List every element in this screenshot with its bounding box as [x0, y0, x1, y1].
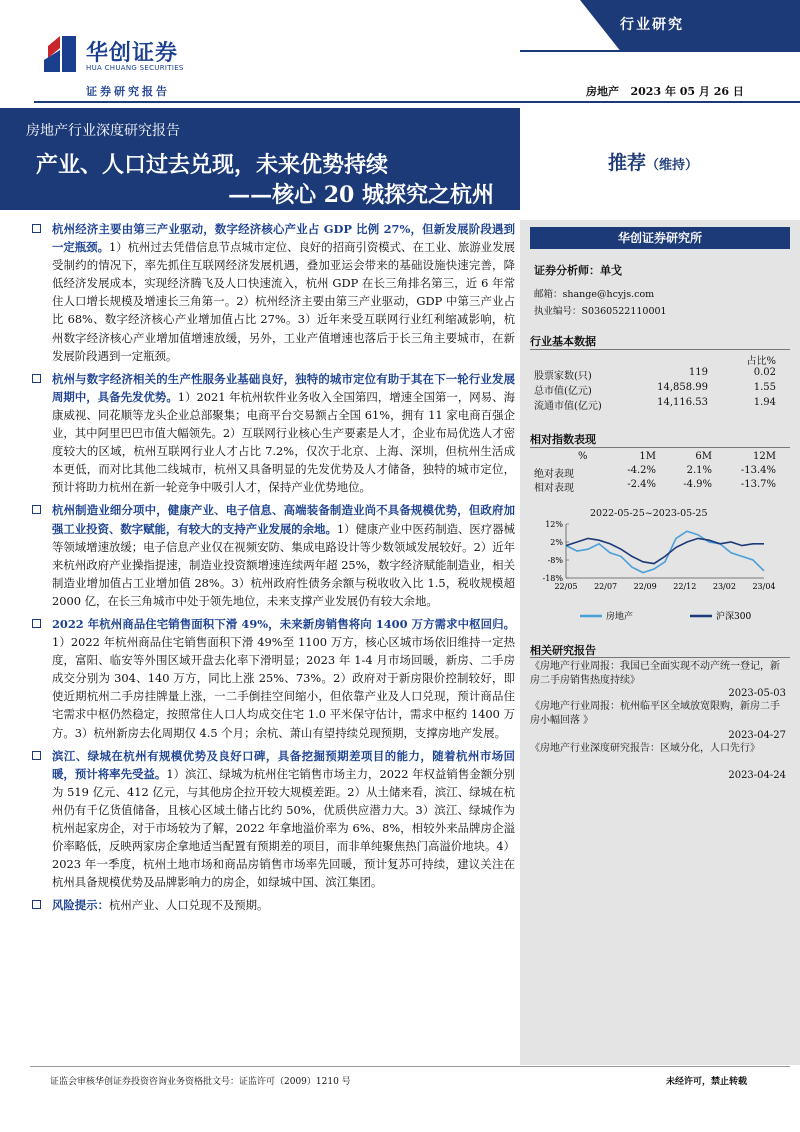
logo-mark-icon — [42, 34, 80, 74]
report-category: 房地产行业深度研究报告 — [26, 123, 180, 139]
summary-point-text: 1）2021 年杭州软件业务收入全国第四，增速全国第一，网易、海康威视、同花顺等龙头企业总部聚集；电商平台交易额占全国 61%，拥有 11 家电商百强企业，其中阿里巴巴市值大幅领先。2）互联网行业核心生产要素是人才，企业布局优选人才密度较大的区域，杭州互联网行业人才占比 7.2%，仅次于北京、上海、深圳，但杭州生活成本更低，而对比其他二线城市，杭州又具备明显的先发优势及人才储备，独特的城市定位，预计将助力杭州在新一轮竞争中吸引人才，保持产业优势地位。 — [52, 389, 515, 495]
report-subtitle: ——核心 20 城探究之杭州 — [228, 182, 494, 208]
basic-row-pct: 0.02 — [753, 367, 776, 378]
summary-point-bold: 杭州经济主要由第三产业驱动，数字经济核心产业占 GDP 比例 27%，但新发展阶段遇到一定瓶颈。 — [52, 222, 515, 255]
basic-row-value: 119 — [688, 367, 708, 378]
y-tick-label: -18% — [542, 574, 563, 583]
perf-row-6m: -4.9% — [683, 479, 712, 490]
checkbox-bullet-icon — [32, 505, 41, 514]
series-line-0 — [566, 531, 764, 572]
perf-row-6m: 2.1% — [686, 465, 712, 476]
y-tick-label: 2% — [550, 538, 563, 547]
summary-point-bold: 滨江、绿城在杭州有规模优势及良好口碑，具备挖掘预期差项目的能力，随着杭州市场回暖，预计将率先受益。 — [52, 748, 515, 781]
summary-point-text: 杭州产业、人口兑现不及预期。 — [108, 898, 269, 913]
summary-point — [30, 220, 515, 365]
y-tick-label: -8% — [547, 556, 563, 565]
perf-header: 12M — [753, 451, 776, 462]
header-date: 2023 年 05 月 26 日 — [630, 85, 744, 98]
basic-data-rule — [530, 349, 790, 350]
legend-label: 房地产 — [606, 612, 634, 622]
report-title: 产业、人口过去兑现，未来优势持续 — [36, 152, 389, 178]
summary-point-text: 1）2022 年杭州商品住宅销售面积下滑 49%至 1100 万方，核心区城市场依旧维持一定热度，富阳、临安等外围区域开盘去化率下滑明显；2023 年 1-4 月市场回暖，新房、二手房成交分别为 304、140 万方，同比上涨 25%、73%。2）政府对于新房限价控制较好，即使近期杭州二手房挂牌量上涨，一二手倒挂空间缩小，但依靠产业及人口兑现，预计商品住宅需求中枢仍然稳定，按照常住人口人均成交住宅 1.0 平米保守估计，需求中枢约 1400 万方。3）杭州新房去化周期仅 4.5 个月；余杭、萧山有望持续兑现预期，支撑房地产发展。 — [52, 635, 515, 740]
legend-label: 沪深300 — [716, 612, 752, 622]
analyst-name: 单戈 — [600, 264, 622, 277]
header-tab-bg — [580, 0, 800, 50]
checkbox-bullet-icon — [32, 374, 41, 383]
summary-point — [30, 501, 515, 610]
perf-row-12m: -13.4% — [740, 465, 776, 476]
summary-point-text: 1）滨江、绿城为杭州住宅销售市场主力，2022 年权益销售金额分别为 519 亿元、412 亿元，与其他房企拉开较大规模差距。2）从土储来看，滨江、绿城在杭州仍有千亿货值储备，且核心区域土储占比约 50%，优质供应潜力大。3）滨江、绿城作为杭州起家房企，对于市场较为了解，2022 年拿地溢价率为 6%、8%，相较外来品牌房企溢价率略低，反映两家房企拿地适当配置有预期差的项目，而非单纯聚焦热门高溢价地块。4）2023 年一季度，杭州土地市场和商品房销售市场率先回暖，预计复苏可持续，建议关注在杭州具备规模优势及品牌影响力的房企，如绿城中国、滨江集团。 — [52, 766, 515, 890]
rating — [608, 148, 698, 175]
analyst-email — [534, 286, 654, 300]
related-title: 相关研究报告 — [530, 644, 596, 657]
perf-row-name: 绝对表现 — [534, 469, 574, 480]
perf-row-name: 相对表现 — [534, 483, 574, 494]
x-tick-label: 22/09 — [633, 582, 657, 591]
email-value[interactable]: shange@hcyjs.com — [562, 289, 655, 300]
rating-main: 推荐 — [608, 152, 647, 174]
y-tick-label: 12% — [545, 520, 563, 529]
checkbox-bullet-icon — [32, 900, 41, 909]
footer-divider — [30, 1066, 790, 1067]
checkbox-bullet-icon — [32, 751, 41, 760]
summary-body — [30, 220, 515, 919]
perf-header: % — [578, 451, 588, 462]
chart-title: 2022-05-25~2023-05-25 — [590, 508, 708, 519]
summary-point-bold: 2022 年杭州商品住宅销售面积下滑 49%，未来新房销售将向 1400 万方需求中枢回归。 — [52, 616, 515, 631]
basic-row-pct: 1.55 — [753, 382, 776, 393]
analyst-license — [534, 303, 667, 317]
header-sector-date — [586, 83, 744, 99]
related-report-title[interactable]: 《房地产行业周报：杭州临平区全域放宽限购，新房二手房小幅回落 》 — [530, 701, 780, 726]
analyst-label: 证券分析师： — [534, 264, 600, 277]
x-tick-label: 23/04 — [752, 582, 776, 591]
summary-point — [30, 747, 515, 892]
x-tick-label: 22/05 — [554, 582, 578, 591]
summary-point-bold: 杭州制造业细分项中，健康产业、电子信息、高端装备制造业尚不具备规模优势，但政府加强工业投资、数字赋能，有较大的支持产业发展的余地。 — [52, 503, 515, 536]
summary-point — [30, 370, 515, 497]
perf-header: 1M — [639, 451, 656, 462]
logo-text-cn: 华创证券 — [86, 41, 179, 66]
basic-row-name: 股票家数(只) — [534, 371, 592, 382]
summary-point — [30, 896, 515, 914]
checkbox-bullet-icon — [32, 619, 41, 628]
performance-chart — [530, 502, 790, 632]
related-report-date: 2023-04-24 — [728, 770, 786, 781]
related-rule — [530, 657, 790, 658]
perf-row-1m: -4.2% — [627, 465, 656, 476]
summary-point-bold: 杭州与数字经济相关的生产性服务业基础良好，独特的城市定位有助于其在下一轮行业发展周期中，具备先发优势。 — [52, 371, 515, 404]
performance-rule — [530, 447, 790, 448]
related-report-title[interactable]: 《房地产行业周报：我国已全面实现不动产统一登记，新房二手房销售热度持续》 — [530, 661, 780, 686]
footer-license: 证监会审核华创证券投资咨询业务资格批文号：证监许可（2009）1210 号 — [50, 1077, 351, 1087]
header-tab-label: 行业研究 — [620, 17, 684, 33]
related-report-date: 2023-04-27 — [728, 730, 786, 741]
x-tick-label: 23/02 — [712, 582, 736, 591]
email-label: 邮箱： — [534, 289, 563, 300]
perf-header: 6M — [695, 451, 712, 462]
report-type: 证券研究报告 — [86, 85, 170, 98]
related-report-title[interactable]: 《房地产行业深度研究报告：区域分化，人口先行》 — [530, 743, 760, 754]
title-banner — [0, 108, 520, 210]
license-label: 执业编号： — [534, 306, 582, 317]
basic-row-name: 流通市值(亿元) — [534, 401, 602, 412]
header-sector: 房地产 — [586, 85, 619, 98]
rating-note: （维持） — [646, 158, 699, 173]
summary-point-bold: 风险提示： — [52, 898, 109, 913]
summary-point — [30, 615, 515, 742]
basic-data-header: 占比% — [746, 356, 776, 367]
company-logo — [42, 34, 202, 84]
top-divider — [520, 50, 800, 52]
basic-row-pct: 1.94 — [753, 397, 776, 408]
basic-row-value: 14,116.53 — [657, 397, 708, 408]
institute-bar: 华创证券研究所 — [530, 227, 790, 249]
footer-copyright: 未经许可，禁止转载 — [666, 1077, 748, 1087]
x-tick-label: 22/07 — [594, 582, 618, 591]
analyst — [534, 262, 622, 278]
summary-point-text: 1）健康产业中医药制造、医疗器械等领域增速放缓；电子信息产业仅在视频安防、集成电路设计等少数领域发展较好。2）近年来杭州政府产业操指提速，制造业投资额增速连续两年超 25%，数字经济赋能制造业，相关制造业增加值占工业增加值 28%。3）杭州政府性债务余额与税收收入比 1.5，税收规模超 2000 亿，在长三角城市中处于领先地位，未来支撑产业发展仍有较大余地。 — [52, 521, 515, 608]
license-value: S0360522110001 — [581, 306, 667, 317]
checkbox-bullet-icon — [32, 224, 41, 233]
related-report-date: 2023-05-03 — [728, 688, 786, 699]
header-divider — [34, 101, 800, 103]
perf-row-1m: -2.4% — [627, 479, 656, 490]
basic-data-title: 行业基本数据 — [530, 335, 596, 348]
basic-row-name: 总市值(亿元) — [534, 386, 592, 397]
logo-text-en: HUA CHUANG SECURITIES — [86, 64, 184, 72]
series-line-1 — [566, 538, 764, 563]
basic-row-value: 14,858.99 — [657, 382, 708, 393]
x-tick-label: 22/12 — [673, 582, 697, 591]
perf-row-12m: -13.7% — [740, 479, 776, 490]
performance-title: 相对指数表现 — [530, 433, 596, 446]
summary-point-text: 1）杭州过去凭借信息节点城市定位、良好的招商引资模式、在工业、旅游业发展受制约的情况下，率先抓住互联网经济发展机遇，叠加亚运会带来的基础设施快速完善，降低经济发展成本，实现经济腾飞及人口快速流入，杭州 GDP 在长三角排名第三，近 6 年常住人口增长规模及增速长三角第一。2）杭州经济主要由第三产业驱动，GDP 中第三产业占比 68%、数字经济核心产业增加值占比 27%。3）近年来受互联网行业红利缩减影响，杭州数字经济核心产业增加值增速放缓，另外，工业产值增速也落后于长三角主要城市，在新发展阶段遇到一定瓶颈。 — [52, 240, 515, 363]
